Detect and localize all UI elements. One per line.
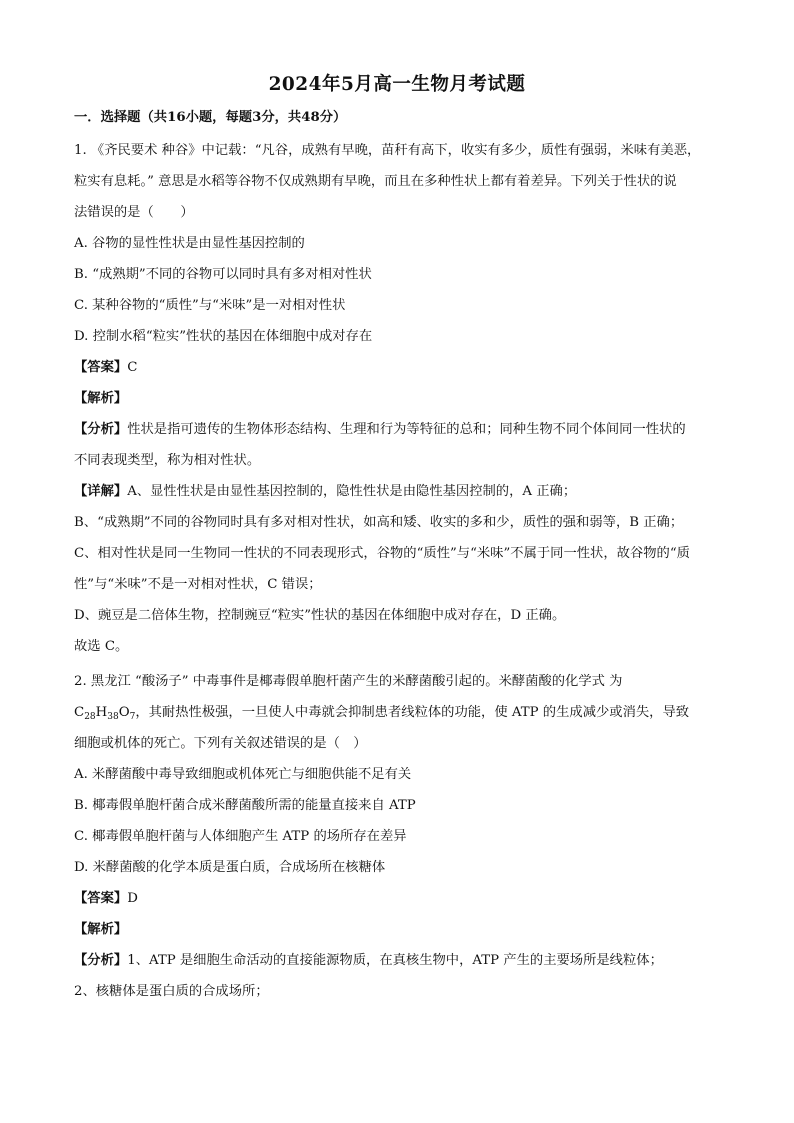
q1-stem-line3: 法错误的是（ ）: [74, 205, 194, 220]
answer-tag: 【答案】: [74, 360, 128, 375]
q2-stem-line1: 2. 黑龙江 “酸汤子” 中毒事件是椰毒假单胞杆菌产生的米酵菌酸引起的。米酵菌酸的化学式 为: [74, 674, 623, 689]
q1-xiangjie-c1: C、相对性状是同一生物同一性状的不同表现形式，谷物的“质性”与“米味”不属于同一性状，故谷物的“质: [74, 546, 690, 561]
formula-c-sub: 28: [84, 712, 96, 722]
q1-analysis-tag: 【解析】: [74, 391, 128, 406]
xiangjie-text: A、显性性状是由显性基因控制的，隐性性状是由隐性基因控制的，A 正确；: [127, 484, 577, 499]
formula-h: H: [95, 705, 108, 720]
q1-xiangjie-a: [74, 482, 576, 502]
q2-option-c: C. 椰毒假单胞杆菌与人体细胞产生 ATP 的场所存在差异: [74, 829, 407, 844]
section-heading: 一．选择题（共16小题，每题3分，共48分）: [74, 110, 347, 125]
q2-analysis-tag: 【解析】: [74, 922, 128, 937]
q1-stem-line2: 粒实有息耗。” 意思是水稻等谷物不仅成熟期有早晚，而且在多种性状上都有着差异。下列关于性状的说: [74, 174, 677, 189]
q1-fenxi-line2: 不同表现类型，称为相对性状。: [74, 453, 261, 468]
fenxi-tag: 【分析】: [74, 422, 128, 437]
fenxi-tag: 【分析】: [74, 953, 128, 968]
q2-fenxi-line1: [74, 951, 663, 971]
q1-option-d: D. 控制水稻“粒实”性状的基因在体细胞中成对存在: [74, 329, 373, 344]
fenxi-text: 性状是指可遗传的生物体形态结构、生理和行为等特征的总和；同种生物不同个体间同一性状的: [127, 422, 686, 437]
q2-fenxi-line2: 2、核糖体是蛋白质的合成场所；: [74, 984, 269, 999]
q1-answer: [74, 358, 137, 378]
q2-stem-line2: [74, 703, 689, 723]
fenxi-text: 1、ATP 是细胞生命活动的直接能源物质，在真核生物中，ATP 产生的主要场所是线粒体；: [127, 953, 663, 968]
formula-o: O: [118, 705, 130, 720]
q2-stem-line3: 细胞或机体的死亡。下列有关叙述错误的是（ ）: [74, 736, 367, 751]
q2-stem-line2-text: ，其耐热性极强，一旦使人中毒就会抑制患者线粒体的功能，使 ATP 的生成减少或消失，导致: [135, 705, 690, 720]
q1-stem-line1: 1. 《齐民要术 种谷》中记载：“凡谷，成熟有早晚，苗秆有高下，收实有多少，质性有强弱，米味有美恶，: [74, 143, 701, 158]
q2-answer: [74, 889, 138, 909]
page-title: 2024年5月高一生物月考试题: [268, 74, 526, 95]
q1-xiangjie-d: D、豌豆是二倍体生物，控制豌豆“粒实”性状的基因在体细胞中成对存在，D 正确。: [74, 608, 566, 623]
formula-o-sub: 7: [129, 712, 136, 722]
q2-option-d: D. 米酵菌酸的化学本质是蛋白质，合成场所在核糖体: [74, 860, 386, 875]
formula-c: C: [74, 705, 85, 720]
q1-option-a: A. 谷物的显性性状是由显性基因控制的: [74, 236, 305, 251]
xiangjie-tag: 【详解】: [74, 484, 128, 499]
q1-conclusion: 故选 C。: [74, 639, 129, 654]
q1-xiangjie-b: B、“成熟期”不同的谷物同时具有多对相对性状，如高和矮、收实的多和少，质性的强和弱等，B 正确；: [74, 515, 684, 530]
formula-h-sub: 38: [107, 712, 119, 722]
q2-option-a: A. 米酵菌酸中毒导致细胞或机体死亡与细胞供能不足有关: [74, 767, 412, 782]
answer-tag: 【答案】: [74, 891, 128, 906]
q1-xiangjie-c2: 性”与“米味”不是一对相对性状，C 错误；: [74, 577, 322, 592]
answer-value: D: [127, 891, 138, 906]
answer-value: C: [127, 360, 138, 375]
q1-fenxi-line1: [74, 420, 686, 440]
q2-option-b: B. 椰毒假单胞杆菌合成米酵菌酸所需的能量直接来自 ATP: [74, 798, 416, 813]
q1-option-b: B. “成熟期”不同的谷物可以同时具有多对相对性状: [74, 267, 372, 282]
q1-option-c: C. 某种谷物的“质性”与“米味”是一对相对性状: [74, 298, 346, 313]
